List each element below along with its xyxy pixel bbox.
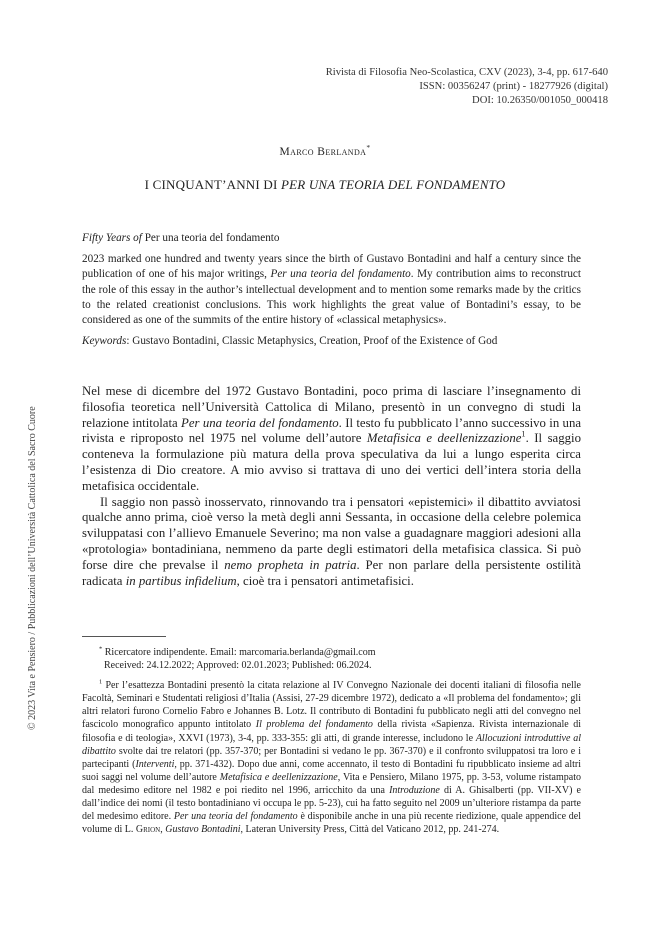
keywords-list: : Gustavo Bontadini, Classic Metaphysics, Creation, Proof of the Existence of God [126,335,498,348]
italic-run: in partibus infidelium [125,573,237,588]
footnote-1 [82,679,581,836]
italic-run: nemo propheta in patria [224,557,357,572]
body-text [82,384,581,589]
author-affiliation: Ricercatore indipendente. Email: marcomaria.berlanda@gmail.com [102,647,376,658]
text-run: , cioè tra i pensatori antimetafisici. [236,573,414,588]
abstract-text-part: . My contribution aims to reconstruct the role of this essay in the author’s intellectual development and to mention some remarks made by the critics to the related creationist conclusions. This work highlights the great value of Bontadini’s essay, to be considered as one of the summits of the entire history of «classical metaphysics». [82,268,582,327]
journal-header [326,66,608,108]
abstract-text-italic: Per una teoria del fondamento [270,268,411,281]
text-run: , [160,824,166,836]
smallcaps-run: Grion [135,824,161,836]
submission-dates: Received: 24.12.2022; Approved: 02.01.2023; Published: 06.2024. [104,660,372,672]
text-run: Il saggio non passò inosservato, rinnovando tra i pensatori «epistemici» il dibattito avviatosi qualche anno prima, cioè verso la metà degli anni Sessanta, in occasione della celebre polemica sviluppatasi con l’allievo Emanuele Severino; ma non valse a guadagnare maggiori adesioni alla «protologia» bontadiniana, nemmeno da parte degli estimatori della metafisica classica. Si può forse dire che prevalse il [82,494,581,572]
author-footnote-mark: * [366,143,371,153]
text-run: Per l’esattezza Bontadini presentò la citata relazione al IV Convegno Nazionale dei docenti italiani di filosofia nelle Facoltà, Seminari e Studentati religiosi d’Italia (Assisi, 27-29 dicembre 1972), dedicato a «Il problema del fondamento»; gli altri relatori furono Cornelio Fabro e Johannes B. Lotz. Il contributo di Bontadini fu pubblicato negli atti del convegno nel fascicolo monografico appunto intitolato [82,680,581,731]
author-name-text: Marco Berlanda [279,146,367,158]
journal-citation: Rivista di Filosofia Neo-Scolastica, CXV (2023), 3-4, pp. 617-640 [325,67,608,78]
text-run: . Per non parlare della persistente ostilità radicata [82,557,581,588]
italic-run: Metafisica e deellenizzazione [219,771,338,783]
text-run: . Il testo fu pubblicato l’anno successivo in una rivista e riproposto nel 1975 nel volume dell’autore [82,415,582,446]
body-paragraph-2 [82,495,581,590]
text-run: di A. Ghisalberti (pp. VII-XV) e dall’indice dei nomi (il testo bontadiniano vi occupa le pp. 5-23), cui ha fatto seguito nel 2009 un’ulteriore ristampa da parte del medesimo editore. [82,784,581,823]
journal-issn: ISSN: 00356247 (print) - 18277926 (digital) [419,81,608,92]
keywords-label: Keywords [82,335,127,348]
footnote-divider [82,636,166,637]
abstract [82,231,581,349]
text-run: , Lateran University Press, Città del Vaticano 2012, pp. 241-274. [240,824,500,836]
journal-doi: DOI: 10.26350/001050_000418 [472,95,608,106]
author-footnote [82,646,581,659]
body-paragraph-1 [82,384,581,495]
abstract-text [82,252,581,328]
italic-run: Per una teoria del fondamento [181,415,339,430]
italic-run: Allocuzioni introduttive al dibattito [82,732,581,757]
footnote-ref-1[interactable]: 1 [521,430,526,440]
copyright-text: © 2023 Vita e Pensiero / Pubblicazioni dell’Università Cattolica del Sacro Cuore [27,406,38,730]
footnote-mark: * [99,645,103,653]
keywords [82,334,581,349]
article-title [0,177,650,193]
text-run: è disponibile anche in una più recente riedizione, quale appendice del volume di L. [82,811,581,836]
text-run: , pp. 371-432). Dopo due anni, come accennato, il testo di Bontadini fu ripubblicato insieme ad altri suoi saggi nel volume dell’autore [82,758,581,783]
english-title-rest: Per una teoria del fondamento [144,232,280,244]
english-title-italic: Fifty Years of [82,232,145,244]
footnotes [82,646,581,836]
article-title-prefix: I CINQUANT’ANNI DI [144,177,281,192]
author-name [0,143,650,158]
italic-run: Introduzione [389,784,440,796]
italic-run: Il problema del fondamento [255,719,373,731]
footnote-mark: 1 [99,678,103,686]
text-run: della rivista «Sapienza. Rivista internazionale di filosofia e di teologia», XXVI (1973), 3-4, pp. 333-355: gli atti, di grande interesse, includono le [82,719,581,744]
english-title [82,231,581,246]
italic-run: Interventi [135,758,175,770]
text-run: , Vita e Pensiero, Milano 1975, pp. 3-53, volume ristampato dal medesimo editore nel 1982 e poi riedito nel 1996, arricchito da una [82,771,581,796]
italic-run: Metafisica e deellenizzazione [366,431,522,446]
text-run: . Il saggio conteneva la formulazione più matura della prova speculativa da lui a lungo esperita circa l’esistenza di Dio creatore. A mio avviso si trattava di uno dei vertici dell’intera storia della metafisica occidentale. [82,431,581,493]
italic-run: Per una teoria del fondamento [173,811,298,823]
italic-run: Gustavo Bontadini [165,824,241,836]
abstract-text-part: 2023 marked one hundred and twenty years since the birth of Gustavo Bontadini and half a century since the publication of one of his major writings, [82,253,581,281]
text-run: svolte dai tre relatori (pp. 357-370; per Bontadini si vedano le pp. 367-370) e il confronto sviluppatosi tra loro e i partecipanti ( [82,745,581,770]
text-run: Nel mese di dicembre del 1972 Gustavo Bontadini, poco prima di lasciare l’insegnamento di filosofia teoretica nell’Università Cattolica di Milano, presentò in un convegno di studi la relazione intitolata [82,384,581,430]
article-title-italic: PER UNA TEORIA DEL FONDAMENTO [280,177,506,192]
